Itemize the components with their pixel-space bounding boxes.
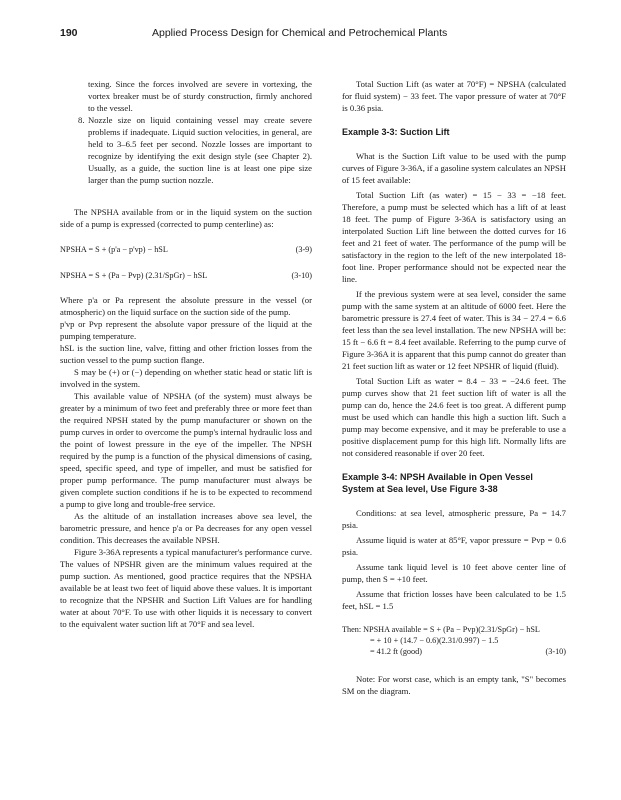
condition-vapor-pressure: Assume liquid is water at 85°F, vapor pressure = Pvp = 0.6 psia. (342, 535, 566, 557)
example-3-3-total-lift: Total Suction Lift as water = 8.4 − 33 = −24.6 feet. The pump curves show that 21 feet suction lift of water is all the pump can do, hence the 24.6 feet is too great. A different pump must be used which can handle this high a suction lift. Such a pump may become expensive, and it may be preferable to use a positive displacement pump for this high lift. Normally lifts are not considered reasonable if over 20 feet. (342, 376, 566, 458)
where-definition-pa: Where p'a or Pa represent the absolute pressure in the vessel (or atmospheric) on the liquid surface on the suction side of the pump. (60, 295, 312, 317)
condition-atmospheric: Conditions: at sea level, atmospheric pressure, Pa = 14.7 psia. (342, 508, 566, 530)
condition-tank-level: Assume tank liquid level is 10 feet above center line of pump, then S = +10 feet. (342, 562, 566, 584)
example-3-3-question: What is the Suction Lift value to be used with the pump curves of Figure 3-36A, if a gasoline system calculates an NPSH of 15 feet available: (342, 151, 566, 185)
npsha-paragraph: The NPSHA available from or in the liquid system on the suction side of a pump is expressed (corrected to pump centerline) as: (60, 207, 312, 229)
left-column (60, 78, 312, 630)
altitude-paragraph: As the altitude of an installation increases above sea level, the barometric pressure, and hence p'a or Pa decreases for any open vessel condition. This decreases the available NPSH. (60, 511, 312, 545)
right-column (342, 78, 566, 697)
page-header (60, 27, 560, 41)
available-npsh-paragraph: This available value of NPSHA (of the system) must always be greater by a minimum of two feet and preferably three or more feet than the required NPSH stated by the pump manufacturer or shown on the pump curves in order to overcome the pump's internal hydraulic loss and the point of lowest pressure in the eye of the impeller. The NPSH required by the pump is a function of the physical dimensions of casing, speed, specific speed, and type of impeller, and must be satisfied for proper pump performance. The pump manufacturer must always be given complete suction conditions if he is to be expected to recommend a pump to give long and trouble-free service. (60, 391, 312, 509)
equation-3-9: NPSHA = S + (p'a − p'vp) − hSL (3-9) (60, 245, 312, 254)
condition-friction-losses: Assume that friction losses have been calculated to be 1.5 feet, hSL = 1.5 (342, 589, 566, 611)
npsha-calculation: Then: NPSHA available = S + (Pa − Pvp)(2.31/SpGr) − hSL = + 10 + (14.7 − 0.6)(2.31/0.997) − 1.5 = 41.2 ft (good) (3-10) (342, 625, 566, 656)
total-suction-lift-paragraph: Total Suction Lift (as water at 70°F) = NPSHA (calculated for fluid system) − 33 feet. The vapor pressure of water at 70°F is 0.36 psia. (342, 79, 566, 113)
example-3-3-title: Example 3-3: Suction Lift (342, 127, 450, 137)
list-item-7-continuation: texing. Since the forces involved are severe in vortexing, the vortex breaker must be of sturdy construction, firmly anchored to the vessel. (88, 79, 312, 113)
example-3-4-title: Example 3-4: NPSH Available in Open Vessel System at Sea level, Use Figure 3-38 (342, 472, 533, 494)
running-title: Applied Process Design for Chemical and Petrochemical Plants (152, 27, 448, 39)
example-3-3-answer: Total Suction Lift (as water) = 15 − 33 = −18 feet. Therefore, a pump must be selected which has a lift of at least 18 feet. The pump of Figure 3-36A is satisfactory using an interpolated Suction Lift line between the dotted curves for 16 feet and 21 feet of water. The performance of the pump will be satisfactory in the region to the left of the new interpolated 18-foot line. Proper performance should not be expected near the line. (342, 190, 566, 284)
where-definition-hsl: hSL is the suction line, valve, fitting and other friction losses from the suction vessel to the pump suction flange. (60, 343, 312, 365)
page-number: 190 (60, 27, 78, 39)
list-item-8: 8. Nozzle size on liquid containing vessel may create severe problems if inadequate. Liquid suction velocities, in general, are held to 3–6.5 feet per second. Nozzle losses are important to recognize by identifying the exit design style (see Chapter 2). Usually, as a guide, the suction line is at least one pipe size larger than the pump suction nozzle. (78, 115, 312, 185)
figure-3-36a-paragraph: Figure 3-36A represents a typical manufacturer's performance curve. The values of NPSHR given are the minimum values required at the pump suction. As mentioned, good practice requires that the NPSHA available be at least two feet of liquid above these values. It is important to recognize that the NPSHR and Suction Lift Values are for handling water at about 70°F. To use with other liquids it is necessary to convert to the equivalent water suction lift at 70°F and sea level. (60, 547, 312, 629)
example-3-3-altitude: If the previous system were at sea level, consider the same pump with the same system at an altitude of 6000 feet. Here the barometric pressure is 27.4 feet of water. This is 34 − 27.4 = 6.6 feet less than the sea level installation. The new NPSHA will be: 15 ft − 6.6 ft = 8.4 feet available. Referring to the pump curve of Figure 3-36A it is apparent that this pump cannot do greater than 21 feet suction lift as water or 12 feet NPSHR of liquid (fluid). (342, 289, 566, 371)
where-definition-pvp: p'vp or Pvp represent the absolute vapor pressure of the liquid at the pumping temperature. (60, 319, 312, 341)
where-definition-s: S may be (+) or (−) depending on whether static head or static lift is involved in the system. (60, 367, 312, 389)
equation-3-10: NPSHA = S + (Pa − Pvp) (2.31/SpGr) − hSL (3-10) (60, 271, 312, 280)
note-worst-case: Note: For worst case, which is an empty tank, "S" becomes SM on the diagram. (342, 674, 566, 696)
